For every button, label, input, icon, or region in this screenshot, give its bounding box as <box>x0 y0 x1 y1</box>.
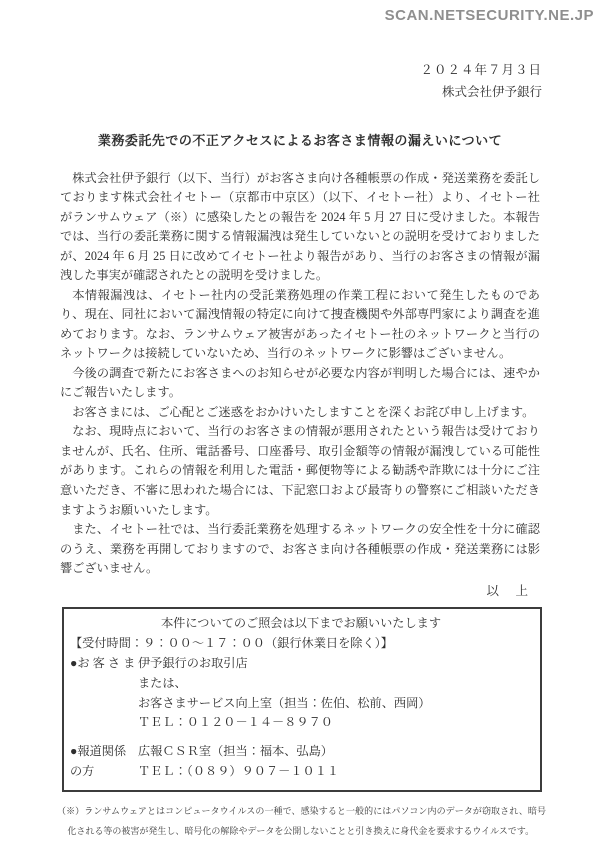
paragraph-1: 株式会社伊予銀行（以下、当行）がお客さま向け各種帳票の作成・発送業務を委託しております株式会社イセトー（京都市中京区）（以下、イセトー社）より、イセトー社がランサムウェア（※）に感染したとの報告を 2024 年 5 月 27 日に受けました。本報告では、当行の委託業務に関する情報漏洩は発生していないとの説明を受けておりましたが、2024 年 6 月 25 日に改めてイセトー社より報告があり、当行のお客さまの情報が漏洩した事実が確認されたとの説明を受けました。 <box>60 170 540 283</box>
inquiry-contact-box <box>62 607 542 792</box>
contact-branch: 伊予銀行のお取引店 <box>138 656 248 671</box>
contact-row-press <box>70 742 532 782</box>
document-title: 業務委託先での不正アクセスによるお客さま情報の漏えいについて <box>97 132 503 148</box>
paragraph-4: お客さまには、ご心配とご迷惑をおかけいたしますことを深くお詫び申し上げます。 <box>72 404 535 419</box>
inquiry-box-heading: 本件についてのご照会は以下までお願いいたします <box>160 615 442 630</box>
scan-netsecurity-watermark: SCAN.NETSECURITY.NE.JP <box>384 7 594 24</box>
contact-or: または、 <box>138 675 187 690</box>
document-body <box>60 169 540 579</box>
contact-service-office: お客さまサービス向上室（担当：佐伯、松前、西岡） <box>138 695 431 710</box>
contact-label-customer: ●お 客 さ ま <box>70 656 136 671</box>
closing-ijou: 以 上 <box>486 583 530 598</box>
paragraph-5: なお、現時点において、当行のお客さまの情報が悪用されたという報告は受けておりませんが、氏名、住所、電話番号、口座番号、取引金額等の情報が漏洩している可能性があります。これらの情報を利用した電話・郵便物等による勧誘や詐欺には十分にご注意いただき、不審に思われた場合には、下記窓口および最寄りの警察にご相談いただきますようお願いいたします。 <box>60 424 540 517</box>
contact-press-tel: ＴＥＬ：（０８９）９０７－１０１１ <box>138 763 340 778</box>
contact-customer-tel: ＴＥＬ：０１２０－１４－８９７０ <box>138 715 333 730</box>
paragraph-2: 本情報漏洩は、イセトー社内の受託業務処理の作業工程において発生したものであり、現在、同社において漏洩情報の特定に向けて捜査機関や外部専門家により調査を進めております。なお、ランサムウェア被害があったイセトー社のネットワークと当行のネットワークは接続していないため、当行のネットワークに影響はございません。 <box>60 287 540 361</box>
company-name: 株式会社伊予銀行 <box>441 84 542 99</box>
document-header <box>0 60 542 104</box>
contact-row-customer <box>70 654 532 733</box>
paragraph-6: また、イセトー社では、当行委託業務を処理するネットワークの安全性を十分に確認のうえ、業務を再開しておりますので、お客さま向け各種帳票の作成・発送業務には影響ございません。 <box>60 522 540 576</box>
document-date: ２０２４年７月３日 <box>420 63 542 77</box>
contact-pr-office: 広報ＣＳＲ室（担当：福本、弘島） <box>138 744 333 759</box>
reception-hours: 【受付時間：９：００～１７：００（銀行休業日を除く）】 <box>70 636 393 651</box>
contact-details-press <box>138 742 532 782</box>
ransomware-footnote: （※）ランサムウェアとはコンピュータウイルスの一種で、感染すると一般的にはパソコン内のデータが窃取され、暗号化される等の被害が発生し、暗号化の解除やデータを公開しないことと引き換えに身代金を要求するウイルスです。 <box>57 805 546 836</box>
contact-details-customer <box>138 654 532 733</box>
contact-label-press: ●報道関係の方 <box>70 744 127 778</box>
paragraph-3: 今後の調査で新たにお客さまへのお知らせが必要な内容が判明した場合には、速やかにご報告いたします。 <box>60 365 540 400</box>
